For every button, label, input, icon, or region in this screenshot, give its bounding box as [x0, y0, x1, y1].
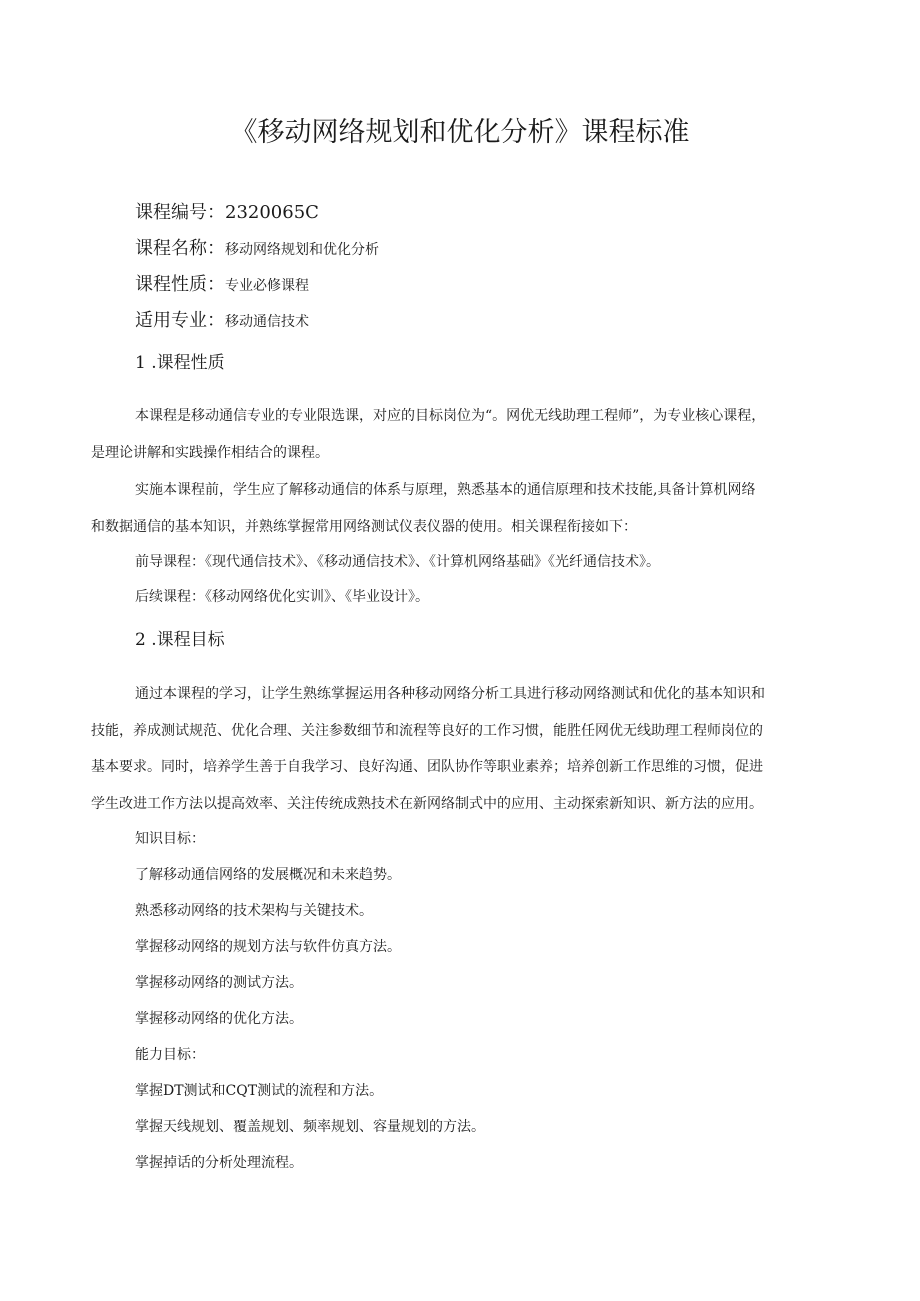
course-code-row — [135, 198, 319, 224]
course-code-label: 课程编号： — [135, 202, 225, 223]
knowledge-goal-item: 熟悉移动网络的技术架构与关键技术。 — [135, 903, 373, 919]
ability-goals-label: 能力目标： — [135, 1047, 205, 1063]
section2-heading: 2 .课程目标 — [135, 630, 225, 650]
course-name-value: 移动网络规划和优化分析 — [225, 242, 379, 258]
course-nature-row — [135, 270, 309, 296]
section1-paragraph1-line1: 本课程是移动通信专业的专业限选课，对应的目标岗位为“。网优无线助理工程师”，为专业核心课程， — [135, 408, 766, 424]
follow-up-courses: 后续课程：《移动网络优化实训》、《毕业设计》。 — [135, 589, 429, 605]
section1-paragraph1-line2: 是理论讲解和实践操作相结合的课程。 — [91, 445, 329, 461]
knowledge-goal-item: 了解移动通信网络的发展概况和未来趋势。 — [135, 867, 401, 883]
applicable-major-label: 适用专业： — [135, 310, 225, 331]
knowledge-goals-label: 知识目标： — [135, 831, 205, 847]
knowledge-goal-item: 掌握移动网络的规划方法与软件仿真方法。 — [135, 939, 401, 955]
ability-goal-item: 掌握天线规划、覆盖规划、频率规划、容量规划的方法。 — [135, 1119, 485, 1135]
applicable-major-row — [135, 306, 309, 332]
section1-paragraph2-line2: 和数据通信的基本知识，并熟练掌握常用网络测试仪表仪器的使用。相关课程衔接如下： — [91, 519, 637, 535]
prerequisite-courses: 前导课程：《现代通信技术》、《移动通信技术》、《计算机网络基础》《光纤通信技术》。 — [135, 554, 660, 570]
section2-paragraph-line3: 基本要求。同时，培养学生善于自我学习、良好沟通、团队协作等职业素养；培养创新工作思维的习惯，促进 — [91, 759, 763, 775]
section2-paragraph-line4: 学生改进工作方法以提高效率、关注传统成熟技术在新网络制式中的应用、主动探索新知识、新方法的应用。 — [91, 796, 763, 812]
document-title: 《移动网络规划和优化分析》课程标准 — [230, 117, 690, 148]
ability-goal-item: 掌握掉话的分析处理流程。 — [135, 1155, 303, 1171]
section1-heading: 1 .课程性质 — [135, 353, 225, 373]
course-nature-value: 专业必修课程 — [225, 278, 309, 294]
ability-goal-item: 掌握DT测试和CQT测试的流程和方法。 — [135, 1083, 384, 1099]
course-name-label: 课程名称： — [135, 238, 225, 259]
knowledge-goal-item: 掌握移动网络的测试方法。 — [135, 975, 303, 991]
applicable-major-value: 移动通信技术 — [225, 314, 309, 330]
knowledge-goal-item: 掌握移动网络的优化方法。 — [135, 1011, 303, 1027]
section1-paragraph2-line1: 实施本课程前，学生应了解移动通信的体系与原理，熟悉基本的通信原理和技术技能,具备计算机网络 — [135, 482, 756, 498]
course-name-row — [135, 234, 379, 260]
course-nature-label: 课程性质： — [135, 274, 225, 295]
section2-paragraph-line2: 技能，养成测试规范、优化合理、关注参数细节和流程等良好的工作习惯，能胜任网优无线助理工程师岗位的 — [91, 723, 763, 739]
section2-paragraph-line1: 通过本课程的学习，让学生熟练掌握运用各种移动网络分析工具进行移动网络测试和优化的基本知识和 — [135, 686, 765, 702]
course-code-value: 2320065C — [225, 202, 319, 223]
